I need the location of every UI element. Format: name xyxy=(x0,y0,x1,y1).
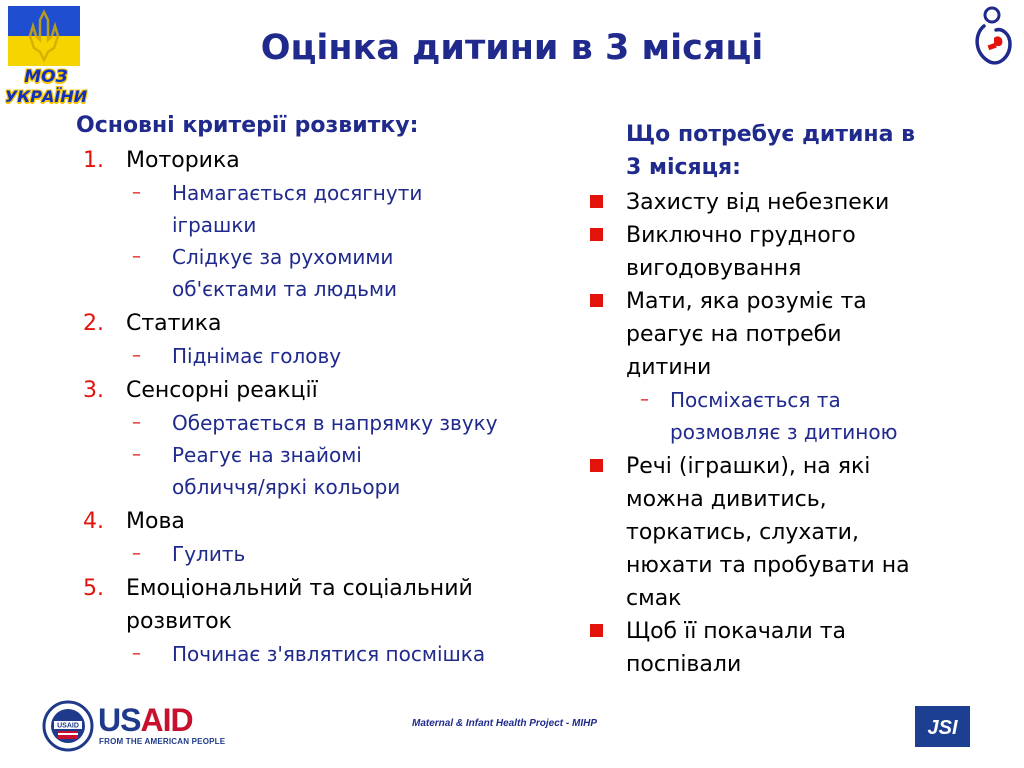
usaid-wordmark: USAID xyxy=(98,702,193,738)
project-footer: Maternal & Infant Health Project - MIHP xyxy=(412,718,598,729)
sub-list xyxy=(588,384,1018,448)
sub-item: – Слідкує за рухомими об'єктами та людьми xyxy=(132,245,398,301)
sub-item: – Починає з'являтися посмішка xyxy=(132,642,486,666)
sub-list xyxy=(76,177,576,305)
ministry-logo xyxy=(0,68,92,106)
bullet-square-icon xyxy=(590,294,603,307)
sub-list xyxy=(76,638,576,670)
bullet-square-icon xyxy=(590,459,603,472)
right-column xyxy=(588,118,1018,681)
need-item: Захисту від небезпеки xyxy=(588,186,1018,219)
left-column xyxy=(76,112,576,672)
item-number: 4. xyxy=(83,509,104,534)
criterion-item xyxy=(76,572,576,638)
item-label: Моторика xyxy=(126,148,240,173)
right-heading: Що потребує дитина в 3 місяця: xyxy=(626,122,916,180)
need-item: Виключно грудного вигодовування xyxy=(588,219,1018,285)
item-label: Мова xyxy=(126,509,185,534)
ministry-line-1: МОЗ xyxy=(24,67,68,87)
item-number: 2. xyxy=(83,311,104,336)
svg-text:USAID: USAID xyxy=(57,722,79,730)
need-item: Мати, яка розуміє та реагує на потреби дитини xyxy=(588,285,1018,384)
sub-item: – Обертається в напрямку звуку xyxy=(132,411,498,435)
need-item: Щоб її покачали та поспівали xyxy=(588,615,1018,681)
criterion-item xyxy=(76,307,576,340)
jsi-logo: JSI xyxy=(915,706,970,747)
criterion-item xyxy=(76,144,576,177)
left-heading: Основні критерії розвитку: xyxy=(76,113,419,138)
sub-list xyxy=(76,340,576,372)
bullet-square-icon xyxy=(590,228,603,241)
mother-child-logo-icon xyxy=(970,4,1016,68)
item-number: 1. xyxy=(83,148,104,173)
sub-item: – Гулить xyxy=(132,542,246,566)
item-label: розвиток xyxy=(126,609,232,634)
usaid-tagline: FROM THE AMERICAN PEOPLE xyxy=(99,737,226,746)
ministry-line-2: УКРАЇНИ xyxy=(4,87,88,106)
need-item: Речі (іграшки), на які можна дивитись, торкатись, слухати, нюхати та пробувати на смак xyxy=(588,450,1018,615)
criterion-item xyxy=(76,505,576,538)
item-number: 5. xyxy=(83,576,104,601)
item-label: Сенсорні реакції xyxy=(126,378,318,403)
item-number: 3. xyxy=(83,378,104,403)
usaid-seal-icon xyxy=(42,700,94,752)
sub-item: – Намагається досягнути іграшки xyxy=(132,181,423,237)
item-label: Статика xyxy=(126,311,222,336)
sub-item: – Реагує на знайомі обличчя/яркі кольори xyxy=(132,443,401,499)
sub-list xyxy=(76,407,576,503)
criterion-item xyxy=(76,374,576,407)
sub-item: – Посміхається та розмовляє з дитиною xyxy=(640,388,898,444)
item-label: Емоціональний та соціальний xyxy=(126,576,473,601)
page-title: Оцінка дитини в 3 місяці xyxy=(260,28,764,68)
bullet-square-icon xyxy=(590,624,603,637)
sub-list xyxy=(76,538,576,570)
bullet-square-icon xyxy=(590,195,603,208)
sub-item: – Піднімає голову xyxy=(132,344,342,368)
